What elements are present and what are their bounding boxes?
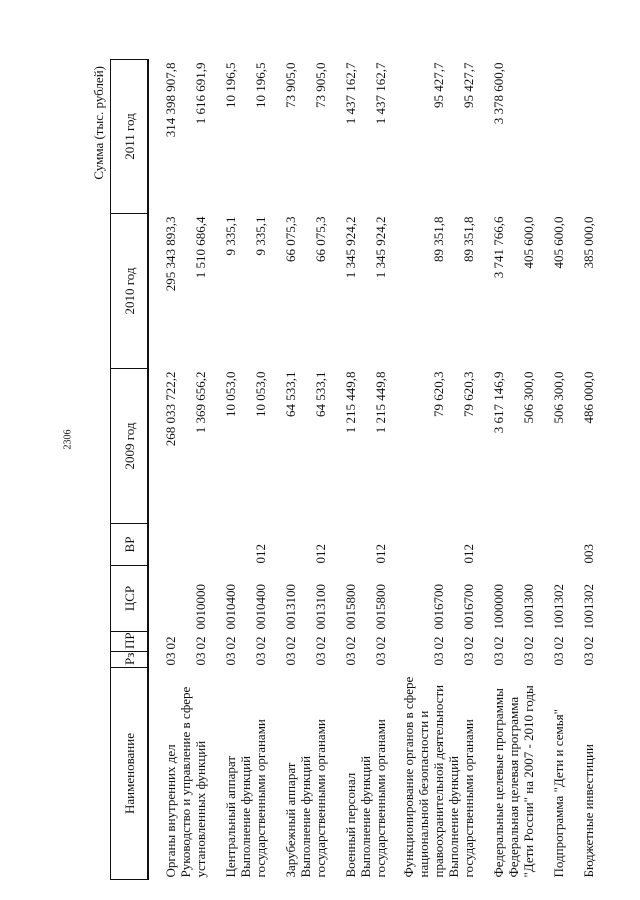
table-row bbox=[238, 60, 268, 880]
table-row bbox=[328, 60, 358, 880]
row-2009: 1 215 449,8 bbox=[373, 371, 388, 434]
row-2009: 1 369 656,2 bbox=[193, 371, 208, 434]
row-name: Выполнение функций государственными органами bbox=[298, 719, 328, 878]
row-pr: 02 bbox=[163, 636, 178, 650]
row-2011: 95 427,7 bbox=[431, 62, 446, 108]
page-number: 2306 bbox=[62, 429, 74, 450]
row-2010: 66 075,3 bbox=[283, 216, 298, 262]
row-pr: 02 bbox=[551, 636, 566, 650]
row-csr: 0013100 bbox=[313, 584, 328, 630]
row-2011: 314 398 907,8 bbox=[163, 62, 178, 138]
row-2011: 73 905,0 bbox=[283, 62, 298, 108]
header-2011: 2011 год bbox=[111, 60, 149, 214]
row-csr: 1001300 bbox=[521, 584, 536, 630]
row-2011: 10 196,5 bbox=[253, 62, 268, 108]
row-2010: 295 343 893,3 bbox=[163, 216, 178, 292]
row-2010: 405 600,0 bbox=[551, 216, 566, 269]
header-rz: Рз bbox=[111, 652, 149, 668]
row-2009: 64 533,1 bbox=[313, 371, 328, 417]
row-2010: 405 600,0 bbox=[521, 216, 536, 269]
row-2010: 1 345 924,2 bbox=[343, 216, 358, 279]
row-vr: 012 bbox=[253, 544, 268, 564]
row-2010: 1 345 924,2 bbox=[373, 216, 388, 279]
row-csr: 0010400 bbox=[223, 584, 238, 630]
row-pr: 02 bbox=[193, 636, 208, 650]
row-2009: 506 300,0 bbox=[521, 371, 536, 424]
row-vr bbox=[536, 524, 566, 566]
row-2011: 3 378 600,0 bbox=[491, 62, 506, 125]
row-name: Федеральные целевые программы bbox=[491, 688, 506, 878]
row-csr: 1000000 bbox=[491, 584, 506, 630]
row-2010: 3 741 766,6 bbox=[491, 216, 506, 279]
row-pr: 02 bbox=[373, 636, 388, 650]
header-2009: 2009 год bbox=[111, 369, 149, 524]
row-2010: 9 335,1 bbox=[223, 216, 238, 256]
row-2010: 66 075,3 bbox=[313, 216, 328, 262]
row-pr: 02 bbox=[313, 636, 328, 650]
row-csr: 0013100 bbox=[283, 584, 298, 630]
table-row bbox=[506, 60, 536, 880]
row-rz: 03 bbox=[343, 652, 358, 666]
row-vr: 012 bbox=[313, 544, 328, 564]
row-name: Выполнение функций государственными органами bbox=[446, 719, 476, 878]
table-row bbox=[566, 60, 596, 880]
row-2009: 506 300,0 bbox=[551, 371, 566, 424]
row-pr: 02 bbox=[223, 636, 238, 650]
row-csr: 1001302 bbox=[581, 584, 596, 630]
row-vr: 003 bbox=[581, 544, 596, 564]
row-vr bbox=[328, 524, 358, 566]
row-rz: 03 bbox=[163, 652, 178, 666]
row-name: Центральный аппарат bbox=[223, 755, 238, 878]
row-2010: 9 335,1 bbox=[253, 216, 268, 256]
row-rz: 03 bbox=[461, 652, 476, 666]
row-csr: 1001302 bbox=[551, 584, 566, 630]
row-pr: 02 bbox=[253, 636, 268, 650]
row-csr: 0015800 bbox=[343, 584, 358, 630]
row-csr: 0016700 bbox=[461, 584, 476, 630]
table-row bbox=[148, 60, 178, 880]
header-pr: ПР bbox=[111, 632, 149, 652]
row-rz: 03 bbox=[313, 652, 328, 666]
row-rz: 03 bbox=[373, 652, 388, 666]
row-rz: 03 bbox=[551, 652, 566, 666]
row-2010: 89 351,8 bbox=[431, 216, 446, 262]
table-row bbox=[208, 60, 238, 880]
table-row bbox=[536, 60, 566, 880]
row-name: Военный персонал bbox=[343, 772, 358, 878]
row-vr bbox=[388, 524, 446, 566]
row-pr: 02 bbox=[343, 636, 358, 650]
row-rz: 03 bbox=[193, 652, 208, 666]
row-2009: 10 053,0 bbox=[253, 371, 268, 417]
row-pr: 02 bbox=[521, 636, 536, 650]
table-row bbox=[476, 60, 506, 880]
row-pr: 02 bbox=[283, 636, 298, 650]
row-vr bbox=[476, 524, 506, 566]
row-vr bbox=[208, 524, 238, 566]
table-row bbox=[268, 60, 298, 880]
row-name: Выполнение функций государственными органами bbox=[358, 719, 388, 878]
row-name: Федеральная целевая программа "Дети России" на 2007 - 2010 годы bbox=[506, 685, 536, 878]
table-row bbox=[388, 60, 446, 880]
row-rz: 03 bbox=[283, 652, 298, 666]
rotated-page bbox=[92, 60, 602, 880]
row-vr bbox=[506, 524, 536, 566]
row-2011 bbox=[536, 60, 566, 214]
row-rz: 03 bbox=[223, 652, 238, 666]
table-row bbox=[298, 60, 328, 880]
row-rz: 03 bbox=[581, 652, 596, 666]
row-vr: 012 bbox=[461, 544, 476, 564]
row-pr: 02 bbox=[431, 636, 446, 650]
row-vr bbox=[148, 524, 178, 566]
row-csr bbox=[148, 566, 178, 632]
row-2009: 64 533,1 bbox=[283, 371, 298, 417]
row-2011 bbox=[506, 60, 536, 214]
row-name: Подпрограмма "Дети и семья" bbox=[551, 709, 566, 878]
row-2009: 268 033 722,2 bbox=[163, 371, 178, 447]
row-rz: 03 bbox=[491, 652, 506, 666]
units-caption: Сумма (тыс. рублей) bbox=[91, 66, 106, 180]
row-2011 bbox=[566, 60, 596, 214]
table-row bbox=[178, 60, 208, 880]
row-2009: 79 620,3 bbox=[431, 371, 446, 417]
table-row bbox=[358, 60, 388, 880]
row-name: Выполнение функций государственными органами bbox=[238, 719, 268, 878]
header-row bbox=[111, 60, 149, 880]
row-csr: 0010000 bbox=[193, 584, 208, 630]
row-rz: 03 bbox=[521, 652, 536, 666]
row-pr: 02 bbox=[581, 636, 596, 650]
header-csr: ЦСР bbox=[111, 566, 149, 632]
row-vr: 012 bbox=[373, 544, 388, 564]
row-csr: 0010400 bbox=[253, 584, 268, 630]
row-name: Бюджетные инвестиции bbox=[581, 744, 596, 878]
row-rz: 03 bbox=[253, 652, 268, 666]
row-name: Зарубежный аппарат bbox=[283, 762, 298, 878]
header-vr: ВР bbox=[111, 524, 149, 566]
row-2011: 1 437 162,7 bbox=[343, 62, 358, 125]
row-2011: 95 427,7 bbox=[461, 62, 476, 108]
row-csr: 0016700 bbox=[431, 584, 446, 630]
row-2009: 10 053,0 bbox=[223, 371, 238, 417]
row-rz: 03 bbox=[431, 652, 446, 666]
row-2009: 3 617 146,9 bbox=[491, 371, 506, 434]
row-pr: 02 bbox=[461, 636, 476, 650]
budget-table bbox=[110, 59, 596, 880]
row-2010: 1 510 686,4 bbox=[193, 216, 208, 279]
row-csr: 0015800 bbox=[373, 584, 388, 630]
row-2010: 89 351,8 bbox=[461, 216, 476, 262]
row-name: Руководство и управление в сфере установленных функций bbox=[178, 686, 208, 878]
header-2010: 2010 год bbox=[111, 214, 149, 369]
row-2011: 10 196,5 bbox=[223, 62, 238, 108]
row-name: Органы внутренних дел bbox=[163, 744, 178, 878]
row-2010: 385 000,0 bbox=[581, 216, 596, 269]
row-2011: 73 905,0 bbox=[313, 62, 328, 108]
row-2009: 486 000,0 bbox=[581, 371, 596, 424]
row-pr: 02 bbox=[491, 636, 506, 650]
row-2009: 79 620,3 bbox=[461, 371, 476, 417]
row-vr bbox=[268, 524, 298, 566]
row-2011: 1 616 691,9 bbox=[193, 62, 208, 125]
row-2011: 1 437 162,7 bbox=[373, 62, 388, 125]
table-row bbox=[446, 60, 476, 880]
header-name: Наименование bbox=[111, 668, 149, 880]
row-2009: 1 215 449,8 bbox=[343, 371, 358, 434]
row-vr bbox=[178, 524, 208, 566]
row-name: Функционирование органов в сфере национальной безопасности и правоохранительной деятельности bbox=[401, 676, 446, 878]
